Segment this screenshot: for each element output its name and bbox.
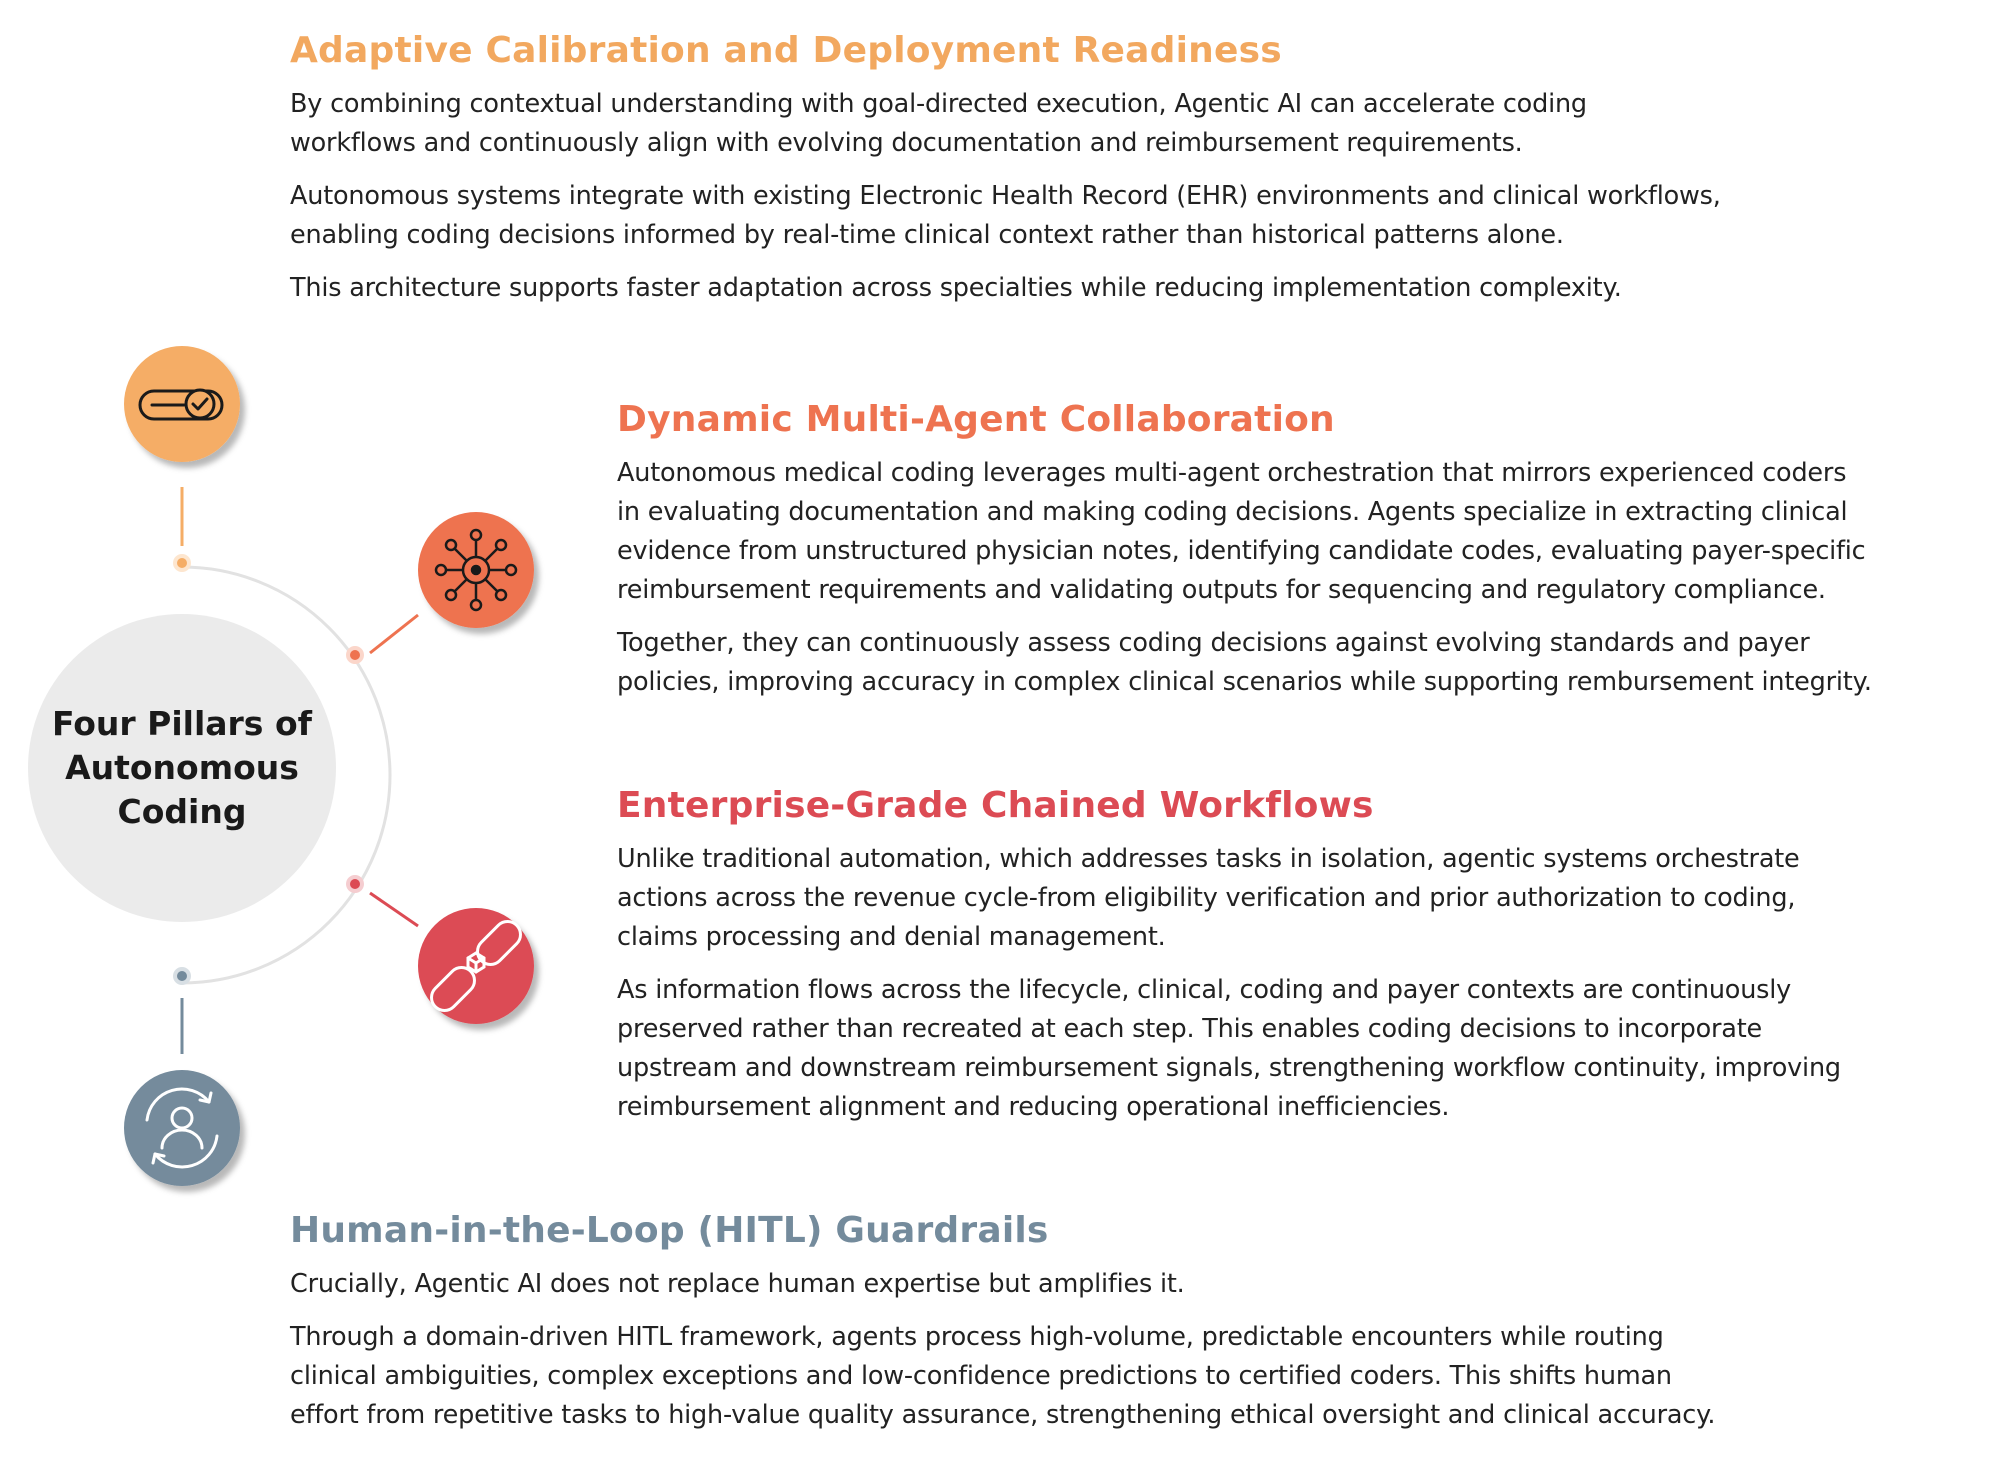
ring-dot-coral: [348, 648, 362, 662]
ring-dot-orange: [175, 556, 189, 570]
pillar-title: Dynamic Multi-Agent Collaboration: [617, 399, 1335, 440]
pillar-paragraph: Together, they can continuously assess coding decisions against evolving standards and payer policies, improving accuracy in complex clinical scenarios while supporting rembursement integrity.: [617, 628, 1872, 697]
connector-coral: [370, 615, 418, 653]
pillar-paragraph: Through a domain-driven HITL framework, agents process high-volume, predictable encounters while routing clinical ambiguities, complex exceptions and low-confidence predictions to certified coders. This shifts human effort from repetitive tasks to high-value quality assurance, strengthening ethical oversight and clinical accuracy.: [290, 1322, 1716, 1430]
pillar-paragraph: Autonomous medical coding leverages multi-agent orchestration that mirrors experienced coders in evaluating documentation and making coding decisions. Agents specialize in extracting clinical evidence from unstructured physician notes, identifying candidate codes, evaluating payer-specific reimbursement requirements and validating outputs for sequencing and regulatory compliance.: [617, 458, 1866, 605]
pillar-paragraph: This architecture supports faster adaptation across specialties while reducing implementation complexity.: [290, 273, 1622, 303]
pillar-adaptive-calibration: [290, 30, 1850, 308]
pillar-title: Adaptive Calibration and Deployment Readiness: [290, 30, 1282, 71]
chain-link-icon: [418, 908, 534, 1024]
user-cycle-icon: [124, 1070, 240, 1186]
ring-dot-slate: [175, 969, 189, 983]
pillar-paragraph: Unlike traditional automation, which addresses tasks in isolation, agentic systems orchestrate actions across the revenue cycle-from eligibility verification and prior authorization to coding, claims processing and denial management.: [617, 844, 1800, 952]
pillar-title: Human-in-the-Loop (HITL) Guardrails: [290, 1210, 1049, 1251]
pillar-multi-agent-collaboration: [617, 399, 1997, 702]
pillar-title: Enterprise-Grade Chained Workflows: [617, 785, 1374, 826]
pillar-paragraph: Autonomous systems integrate with existing Electronic Health Record (EHR) environments and clinical workflows, enabling coding decisions informed by real-time clinical context rather than historical patterns alone.: [290, 181, 1721, 250]
pillar-hitl-guardrails: [290, 1210, 1850, 1435]
network-hub-icon: [418, 512, 534, 628]
center-label: Four Pillars of Autonomous Coding: [52, 704, 312, 831]
pillar-paragraph: As information flows across the lifecycle, clinical, coding and payer contexts are continuously preserved rather than recreated at each step. This enables coding decisions to incorporate upstream and downstream reimbursement signals, strengthening workflow continuity, improving reimbursement alignment and reducing operational inefficiencies.: [617, 975, 1841, 1122]
ring-dot-red: [348, 877, 362, 891]
toggle-check-icon: [124, 346, 240, 462]
pillar-chained-workflows: [617, 785, 1997, 1127]
pillar-paragraph: By combining contextual understanding with goal-directed execution, Agentic AI can accelerate coding workflows and continuously align with evolving documentation and reimbursement requirements.: [290, 89, 1587, 158]
connector-red: [370, 893, 418, 926]
pillar-paragraph: Crucially, Agentic AI does not replace human expertise but amplifies it.: [290, 1269, 1185, 1299]
